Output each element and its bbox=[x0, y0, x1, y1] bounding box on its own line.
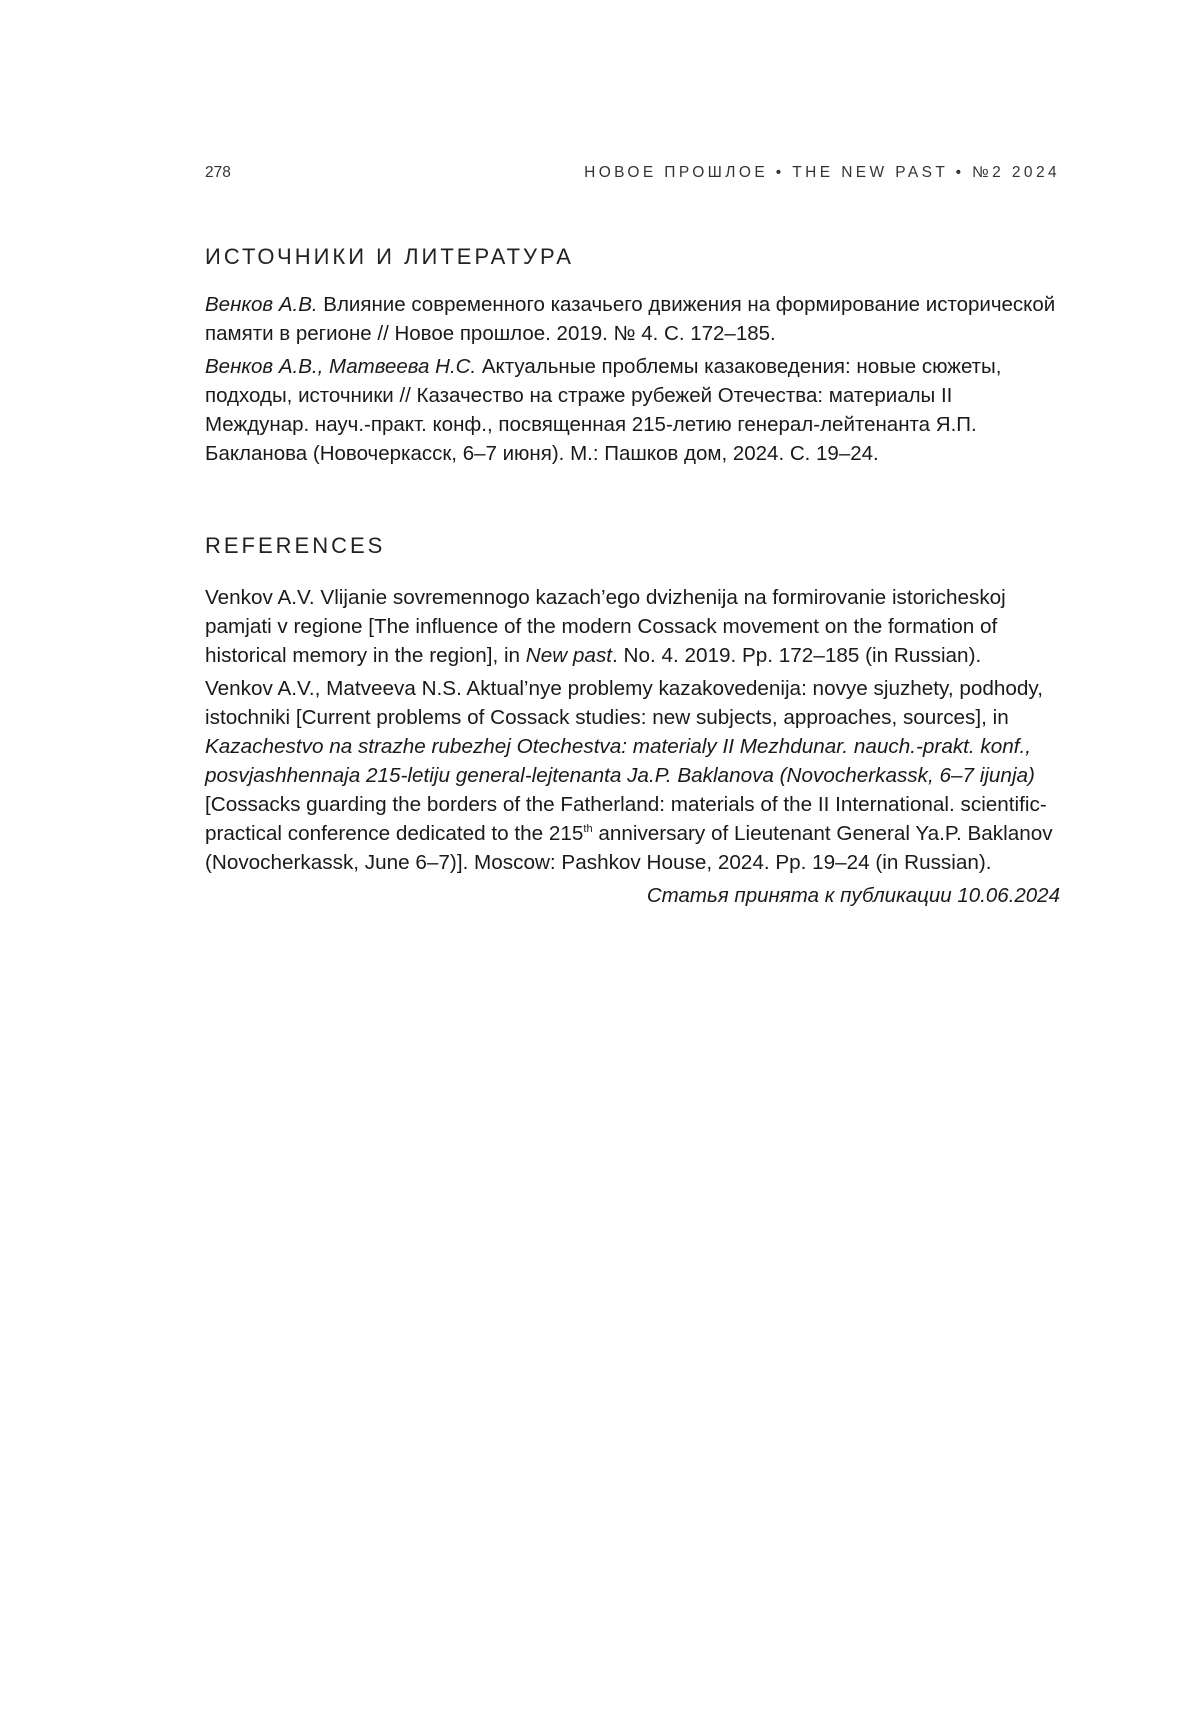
source-entry-1-text: Влияние современного казачьего движения на формирование исторической памяти в регионе // Новое прошлое. 2019. № 4. С. 172–185. bbox=[205, 293, 1056, 345]
source-entry-2-author: Венков А.В., Матвеева Н.С. bbox=[205, 355, 477, 378]
references-list bbox=[205, 583, 1060, 877]
ordinal-superscript: th bbox=[583, 823, 593, 836]
reference-entry-1-before: Venkov A.V. Vlijanie sovremennogo kazach’ego dvizhenija na formirovanie istoricheskoj pamjati v regione [The influence of the modern Cossack movement on the formation of historical memory in the region], in bbox=[205, 586, 1006, 667]
source-entry-1 bbox=[205, 290, 1060, 348]
sources-section bbox=[205, 244, 1060, 472]
references-section bbox=[205, 533, 1060, 910]
reference-entry-2-after-2: anniversary of Lieutenant General Ya.P. Baklanov (Novocherkassk, June 6–7)]. Moscow: Pashkov House, 2024. Pp. 19–24 (in Russian). bbox=[205, 822, 1053, 874]
reference-entry-2-source-title: Kazachestvo na strazhe rubezhej Otechestva: materialy II Mezhdunar. nauch.-prakt. konf., posvjashhennaja 215-letiju general-lejtenanta Ja.P. Baklanova (Novocherkassk, 6–7 ijunja) bbox=[205, 735, 1035, 787]
reference-entry-1-after: . No. 4. 2019. Pp. 172–185 (in Russian). bbox=[612, 644, 982, 667]
reference-entry-2-after-1: [Cossacks guarding the borders of the Fatherland: materials of the II International. scientific-practical conference dedicated to the 215 bbox=[205, 793, 1047, 845]
sources-heading: ИСТОЧНИКИ И ЛИТЕРАТУРА bbox=[205, 244, 574, 269]
article-page bbox=[205, 0, 1060, 1714]
page-number: 278 bbox=[205, 164, 231, 181]
journal-title: НОВОЕ ПРОШЛОЕ • THE NEW PAST • №2 2024 bbox=[584, 164, 1060, 181]
source-entry-1-author: Венков А.В. bbox=[205, 293, 318, 316]
acceptance-note: Статья принята к публикации 10.06.2024 bbox=[646, 884, 1060, 907]
references-heading: REFERENCES bbox=[205, 533, 386, 558]
running-header bbox=[205, 164, 1060, 182]
reference-entry-1-journal: New past bbox=[525, 644, 613, 667]
source-entry-2 bbox=[205, 352, 1060, 468]
source-entry-2-text: Актуальные проблемы казаковедения: новые сюжеты, подходы, источники // Казачество на страже рубежей Отечества: материалы II Междунар. науч.-практ. конф., посвященная 215-летию генерал-лейтенанта Я.П. Бакланова (Новочеркасск, 6–7 июня). М.: Пашков дом, 2024. С. 19–24. bbox=[205, 355, 1002, 465]
sources-list bbox=[205, 290, 1060, 468]
reference-entry-2 bbox=[205, 674, 1060, 877]
reference-entry-1 bbox=[205, 583, 1060, 670]
reference-entry-2-before: Venkov A.V., Matveeva N.S. Aktual’nye problemy kazakovedenija: novye sjuzhety, podhody, istochniki [Current problems of Cossack studies: new subjects, approaches, sources], in bbox=[205, 677, 1043, 729]
